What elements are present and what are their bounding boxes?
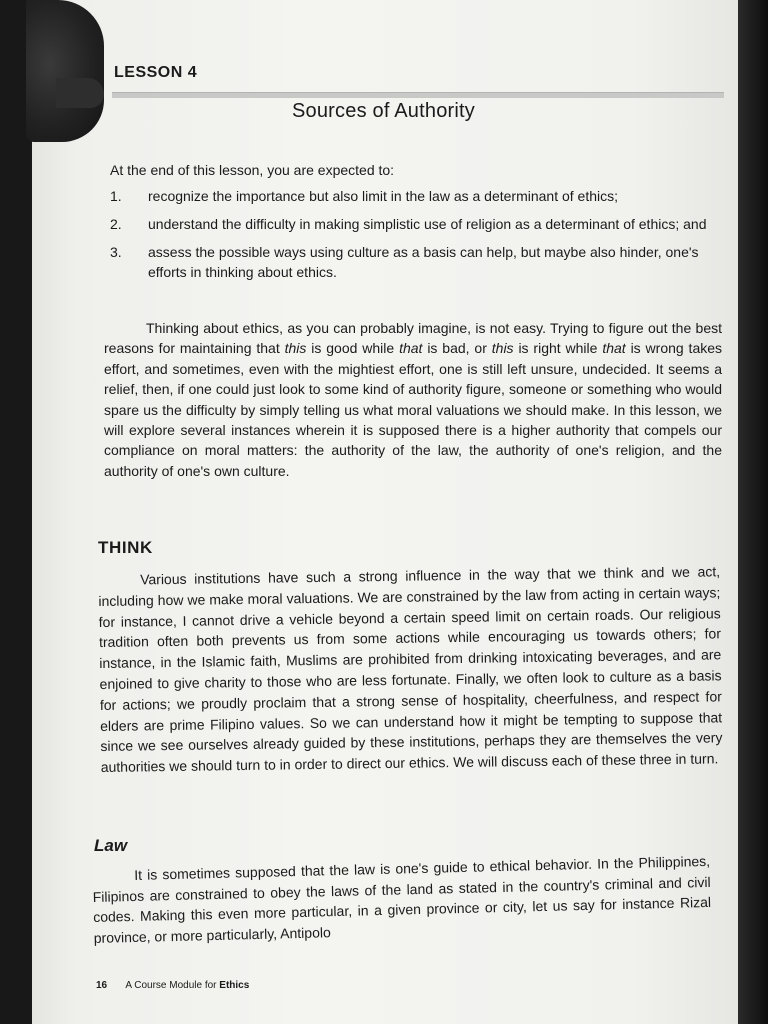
law-heading: Law <box>94 836 128 855</box>
book-page <box>32 0 738 1024</box>
objective-number: 1. <box>110 188 122 204</box>
overview-text-e: is wrong takes effort, and sometimes, even with the mightiest effort, one is still left unsure, undecided. It seems a relief, then, if one could just look to some kind of authority figure, someone or something who would spare us the difficulty by simply telling us what moral valuations we should make. In this lesson, we will explore several instances wherein it is supposed there is a higher authority that compels our compliance on moral matters: the authority of the law, the authority of one's religion, and the authority of one's own culture. <box>104 340 723 479</box>
overview-paragraph <box>104 318 722 481</box>
objectives-intro: At the end of this lesson, you are expected to: <box>110 162 395 178</box>
page-footer <box>96 980 249 991</box>
lesson-label: LESSON 4 <box>114 64 198 81</box>
think-heading: THINK <box>98 538 153 557</box>
overview-emphasis: that <box>399 340 423 357</box>
heading-rule <box>112 92 724 98</box>
objective-text: assess the possible ways using culture as a basis can help, but maybe also hinder, one's efforts in thinking about ethics. <box>148 244 699 280</box>
objective-text: recognize the importance but also limit in the law as a determinant of ethics; <box>148 188 619 204</box>
objective-item <box>110 242 730 282</box>
objective-item <box>110 186 730 206</box>
overview-emphasis: that <box>602 340 626 357</box>
book-title <box>125 980 249 991</box>
thumb-knuckle <box>56 78 104 108</box>
page-number: 16 <box>96 980 108 991</box>
objective-text: understand the difficulty in making simplistic use of religion as a determinant of ethics; and <box>148 216 707 232</box>
thumb <box>26 0 104 142</box>
overview-text-a: Thinking about ethics, as you can probably imagine, is not easy. Trying to figure out the best reasons for maintaining that <box>104 320 722 357</box>
overview-text-c: is bad, or <box>422 340 492 357</box>
overview-emphasis: this <box>491 340 514 357</box>
law-paragraph: It is sometimes supposed that the law is one's guide to ethical behavior. In the Philippines, Filipinos are constrained to obey the laws of the land as stated in the country's criminal and civil codes. Making this even more particular, in a given province or city, let us say for instance Rizal province, or more particularly, Antipolo <box>92 852 712 946</box>
book-title-prefix: A Course Module for <box>125 980 220 991</box>
lesson-title: Sources of Authority <box>292 100 475 122</box>
overview-text-b: is good while <box>306 340 400 357</box>
think-paragraph: Various institutions have such a strong influence in the way that we think and we act, including how we make moral valuations. We are constrained by the law from acting in certain ways; for instance, I cannot drive a vehicle beyond a certain speed limit on certain roads. Our religious tradition often both prevents us from some actions while encouraging us towards others; for instance, in the Islamic faith, Muslims are prohibited from drinking intoxicating beverages, and are enjoined to give charity to those who are less fortunate. Finally, we often look to culture as a basis for actions; we proudly proclaim that a strong sense of hospitality, cheerfulness, and respect for elders are prime Filipino values. So we can understand how it might be tempting to suppose that since we see ourselves already guided by these institutions, perhaps they are themselves the very authorities we should turn to in order to direct our ethics. We will discuss each of these three in turn. <box>98 563 723 776</box>
background-edge <box>738 0 768 1024</box>
book-title-subject: Ethics <box>219 980 250 991</box>
objective-item <box>110 214 730 234</box>
overview-text-d: is right while <box>513 340 603 357</box>
objective-number: 3. <box>110 244 122 260</box>
objective-number: 2. <box>110 216 122 232</box>
overview-emphasis: this <box>284 340 307 357</box>
objectives-list <box>110 186 730 290</box>
